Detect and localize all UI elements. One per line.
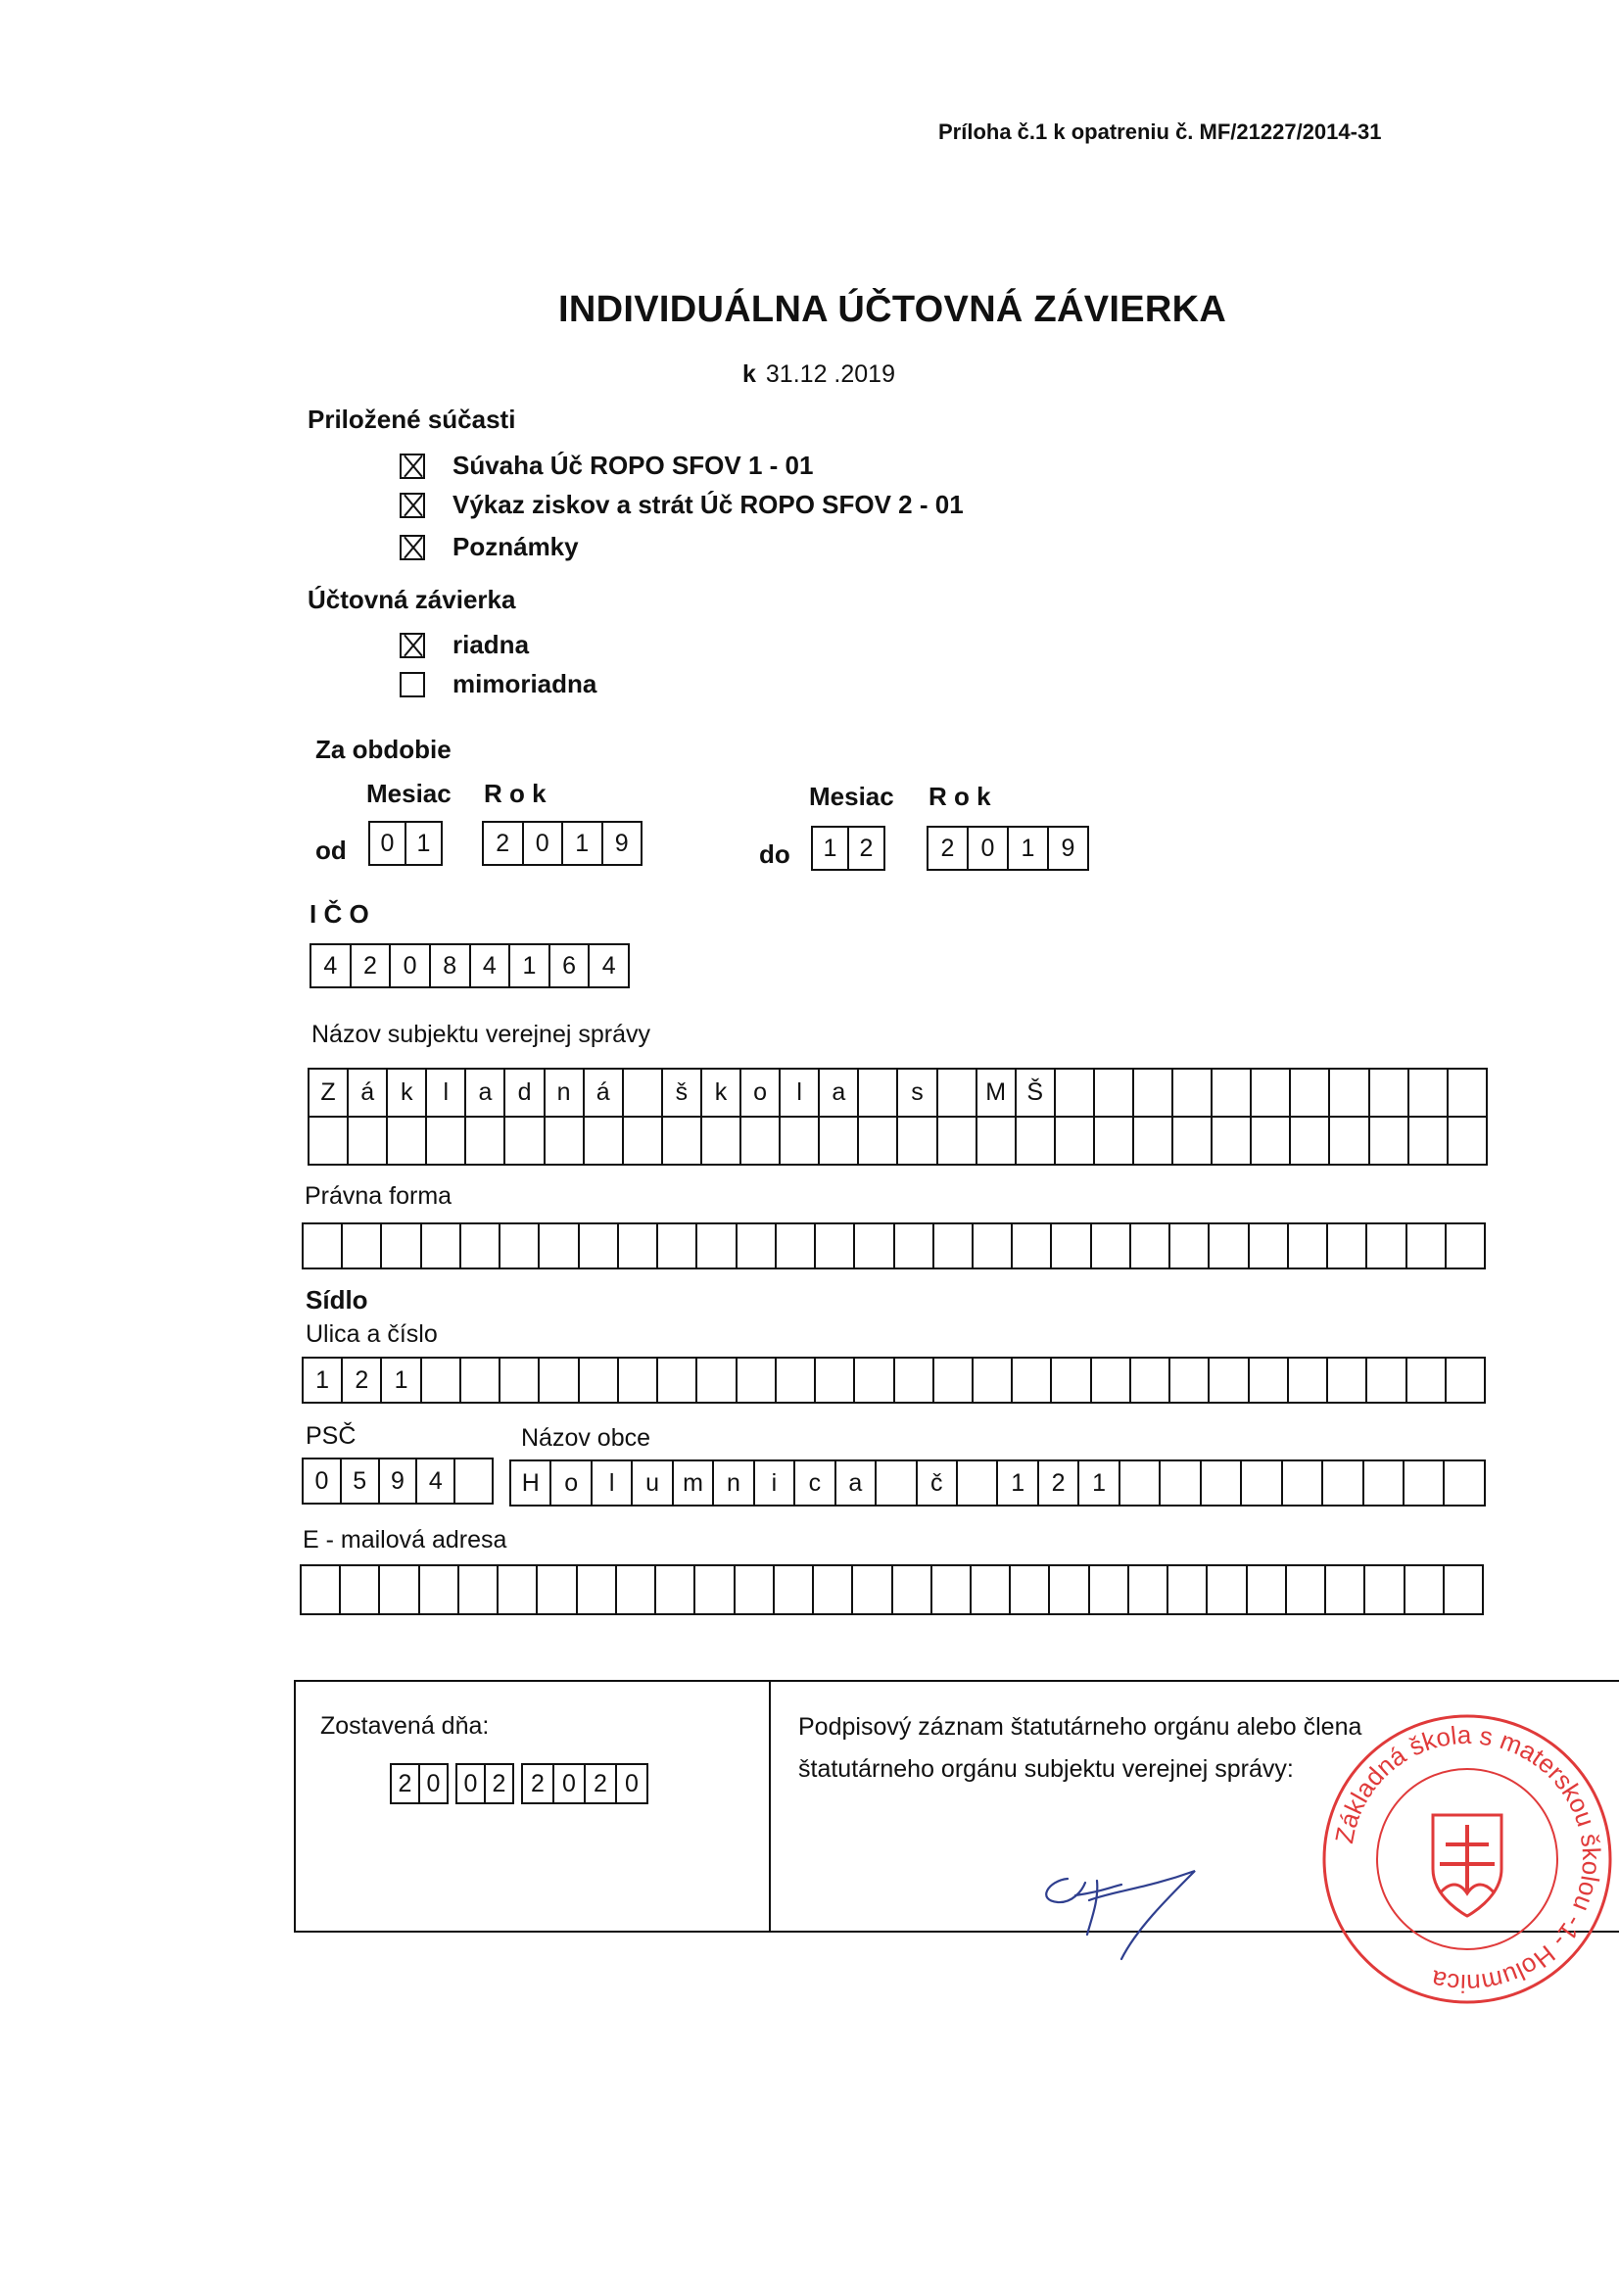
checkbox[interactable] bbox=[400, 454, 425, 479]
char-cell: á bbox=[585, 1070, 624, 1116]
char-cell: o bbox=[551, 1461, 592, 1505]
char-cell: l bbox=[781, 1070, 820, 1116]
char-cell bbox=[958, 1461, 998, 1505]
char-cell bbox=[1095, 1070, 1134, 1116]
char-cell bbox=[1161, 1461, 1201, 1505]
char-cell: 0 bbox=[304, 1459, 342, 1503]
char-cell bbox=[1252, 1118, 1291, 1164]
char-cell bbox=[1283, 1461, 1323, 1505]
closing-heading: Účtovná závierka bbox=[308, 585, 516, 614]
char-cell bbox=[1202, 1461, 1242, 1505]
char-cell bbox=[422, 1224, 461, 1268]
char-cell: 9 bbox=[1061, 834, 1075, 862]
to-month-field[interactable] bbox=[811, 826, 885, 871]
char-cell bbox=[1289, 1224, 1328, 1268]
char-cell: 9 bbox=[380, 1459, 418, 1503]
char-cell bbox=[1213, 1118, 1252, 1164]
char-cell: 1 bbox=[813, 828, 849, 869]
char-cell bbox=[343, 1224, 382, 1268]
char-cell: Z bbox=[310, 1070, 349, 1116]
char-cell bbox=[853, 1566, 892, 1613]
char-cell: c bbox=[795, 1461, 835, 1505]
checkbox[interactable] bbox=[400, 493, 425, 518]
char-cell bbox=[580, 1359, 619, 1402]
char-cell bbox=[972, 1566, 1011, 1613]
char-cell bbox=[1011, 1566, 1050, 1613]
char-cell bbox=[585, 1118, 624, 1164]
legal-form-field[interactable] bbox=[302, 1222, 1486, 1269]
char-cell bbox=[1407, 1359, 1447, 1402]
page-title: INDIVIDUÁLNA ÚČTOVNÁ ZÁVIERKA bbox=[558, 289, 1227, 330]
char-cell bbox=[1445, 1566, 1482, 1613]
char-cell bbox=[1365, 1566, 1405, 1613]
char-cell bbox=[1131, 1359, 1170, 1402]
char-cell bbox=[777, 1224, 816, 1268]
char-cell bbox=[697, 1359, 737, 1402]
char-cell bbox=[505, 1118, 545, 1164]
char-cell bbox=[1405, 1461, 1445, 1505]
char-cell bbox=[781, 1118, 820, 1164]
char-cell: a bbox=[466, 1070, 505, 1116]
char-cell bbox=[624, 1118, 663, 1164]
char-cell bbox=[775, 1566, 814, 1613]
char-cell bbox=[380, 1566, 419, 1613]
date-prefix: k bbox=[742, 360, 756, 388]
char-cell bbox=[741, 1118, 781, 1164]
char-cell bbox=[1017, 1118, 1056, 1164]
char-cell: 1 bbox=[563, 823, 603, 864]
char-cell bbox=[1056, 1118, 1095, 1164]
char-cell: 2 bbox=[392, 1765, 420, 1802]
char-cell: l bbox=[593, 1461, 633, 1505]
char-cell bbox=[304, 1224, 343, 1268]
char-cell bbox=[658, 1359, 697, 1402]
char-cell: 2 bbox=[929, 828, 969, 869]
char-cell: 1 bbox=[304, 1359, 343, 1402]
legal-form-label: Právna forma bbox=[305, 1182, 452, 1210]
char-cell bbox=[540, 1224, 579, 1268]
period-heading: Za obdobie bbox=[315, 735, 452, 764]
char-cell bbox=[859, 1118, 898, 1164]
char-cell bbox=[1328, 1224, 1367, 1268]
char-cell bbox=[1405, 1566, 1445, 1613]
char-cell bbox=[1052, 1359, 1091, 1402]
char-cell bbox=[420, 1566, 459, 1613]
char-cell: k bbox=[388, 1070, 427, 1116]
char-cell bbox=[1131, 1224, 1170, 1268]
char-cell bbox=[461, 1224, 500, 1268]
compiled-label: Zostavená dňa: bbox=[320, 1712, 490, 1740]
char-cell bbox=[459, 1566, 499, 1613]
char-cell bbox=[1213, 1070, 1252, 1116]
char-cell bbox=[1409, 1070, 1449, 1116]
char-cell bbox=[855, 1224, 894, 1268]
char-cell: 5 bbox=[342, 1459, 380, 1503]
char-cell bbox=[302, 1566, 341, 1613]
char-cell bbox=[580, 1224, 619, 1268]
char-cell: u bbox=[633, 1461, 673, 1505]
char-cell bbox=[1250, 1224, 1289, 1268]
char-cell: 9 bbox=[614, 829, 629, 857]
char-cell bbox=[1407, 1224, 1447, 1268]
closing-label: mimoriadna bbox=[452, 669, 597, 698]
entity-name-row bbox=[310, 1070, 1486, 1116]
char-cell bbox=[1370, 1070, 1409, 1116]
char-cell bbox=[895, 1359, 934, 1402]
char-cell bbox=[1447, 1359, 1484, 1402]
town-field[interactable] bbox=[509, 1459, 1486, 1507]
email-label: E - mailová adresa bbox=[303, 1526, 507, 1554]
compiled-month-field[interactable] bbox=[455, 1763, 514, 1804]
components-heading: Priložené súčasti bbox=[308, 405, 516, 434]
char-cell bbox=[1095, 1118, 1134, 1164]
email-field[interactable] bbox=[300, 1564, 1484, 1615]
psc-field[interactable] bbox=[302, 1458, 494, 1505]
char-cell bbox=[820, 1118, 859, 1164]
to-year-field[interactable] bbox=[927, 826, 1089, 871]
char-cell bbox=[1052, 1224, 1091, 1268]
signature-label-line2: štatutárneho orgánu subjektu verejnej správy: bbox=[798, 1755, 1294, 1783]
char-cell bbox=[656, 1566, 695, 1613]
char-cell: H bbox=[511, 1461, 551, 1505]
char-cell: 4 bbox=[601, 951, 616, 980]
char-cell bbox=[1367, 1224, 1406, 1268]
report-date bbox=[742, 360, 895, 389]
char-cell bbox=[422, 1359, 461, 1402]
char-cell bbox=[663, 1118, 702, 1164]
char-cell bbox=[1242, 1461, 1282, 1505]
char-cell bbox=[1170, 1224, 1210, 1268]
component-label: Výkaz ziskov a strát Úč ROPO SFOV 2 - 01 bbox=[452, 490, 964, 519]
char-cell: 1 bbox=[1079, 1461, 1119, 1505]
component-label: Poznámky bbox=[452, 532, 579, 561]
char-cell: d bbox=[505, 1070, 545, 1116]
char-cell bbox=[1056, 1070, 1095, 1116]
char-cell: 4 bbox=[471, 945, 511, 986]
char-cell bbox=[461, 1359, 500, 1402]
char-cell bbox=[619, 1224, 658, 1268]
char-cell bbox=[702, 1118, 741, 1164]
char-cell: k bbox=[702, 1070, 741, 1116]
char-cell bbox=[934, 1224, 974, 1268]
char-cell: n bbox=[714, 1461, 754, 1505]
char-cell bbox=[1370, 1118, 1409, 1164]
component-item[interactable] bbox=[400, 532, 579, 562]
char-cell: 2 bbox=[484, 823, 524, 864]
char-cell bbox=[540, 1359, 579, 1402]
from-month-field[interactable] bbox=[368, 821, 443, 866]
char-cell: 0 bbox=[524, 823, 564, 864]
char-cell bbox=[1134, 1118, 1173, 1164]
char-cell bbox=[619, 1359, 658, 1402]
char-cell bbox=[877, 1461, 917, 1505]
regulation-reference: Príloha č.1 k opatreniu č. MF/21227/2014-31 bbox=[938, 120, 1382, 144]
month-label: Mesiac bbox=[366, 779, 452, 808]
char-cell bbox=[1364, 1461, 1405, 1505]
char-cell bbox=[1050, 1566, 1089, 1613]
year-label: R o k bbox=[929, 782, 991, 811]
char-cell bbox=[1129, 1566, 1168, 1613]
entity-name-row bbox=[310, 1116, 1486, 1164]
char-cell: 0 bbox=[969, 828, 1009, 869]
checkbox[interactable] bbox=[400, 535, 425, 560]
char-cell: 0 bbox=[554, 1765, 586, 1802]
char-cell bbox=[898, 1118, 937, 1164]
char-cell bbox=[1092, 1359, 1131, 1402]
char-cell bbox=[1445, 1461, 1483, 1505]
char-cell bbox=[617, 1566, 656, 1613]
char-cell bbox=[814, 1566, 853, 1613]
char-cell bbox=[1291, 1118, 1330, 1164]
char-cell bbox=[427, 1118, 466, 1164]
seat-heading: Sídlo bbox=[306, 1285, 368, 1315]
char-cell bbox=[1210, 1224, 1249, 1268]
char-cell: s bbox=[898, 1070, 937, 1116]
char-cell bbox=[1252, 1070, 1291, 1116]
char-cell bbox=[466, 1118, 505, 1164]
char-cell: š bbox=[663, 1070, 702, 1116]
char-cell bbox=[738, 1359, 777, 1402]
psc-label: PSČ bbox=[306, 1422, 357, 1450]
char-cell: M bbox=[977, 1070, 1017, 1116]
char-cell bbox=[1250, 1359, 1289, 1402]
char-cell bbox=[893, 1566, 932, 1613]
char-cell bbox=[1289, 1359, 1328, 1402]
char-cell bbox=[500, 1359, 540, 1402]
signature-label-line1: Podpisový záznam štatutárneho orgánu alebo člena bbox=[798, 1713, 1362, 1741]
char-cell: 0 bbox=[370, 823, 406, 864]
char-cell: l bbox=[427, 1070, 466, 1116]
char-cell bbox=[974, 1359, 1013, 1402]
char-cell: 2 bbox=[859, 834, 874, 862]
char-cell bbox=[1173, 1070, 1213, 1116]
char-cell: 0 bbox=[391, 945, 431, 986]
char-cell bbox=[1291, 1070, 1330, 1116]
char-cell bbox=[578, 1566, 617, 1613]
compiled-day-field[interactable] bbox=[390, 1763, 449, 1804]
char-cell: 2 bbox=[492, 1769, 506, 1797]
char-cell: i bbox=[755, 1461, 795, 1505]
char-cell bbox=[1090, 1566, 1129, 1613]
year-label: R o k bbox=[484, 779, 547, 808]
closing-label: riadna bbox=[452, 630, 530, 659]
char-cell bbox=[310, 1118, 349, 1164]
component-item[interactable] bbox=[400, 490, 964, 520]
char-cell: 0 bbox=[426, 1769, 441, 1797]
char-cell bbox=[895, 1224, 934, 1268]
char-cell bbox=[1092, 1224, 1131, 1268]
char-cell bbox=[1134, 1070, 1173, 1116]
handwritten-signature bbox=[1028, 1842, 1224, 1979]
char-cell bbox=[1449, 1070, 1486, 1116]
closing-item[interactable] bbox=[400, 669, 596, 699]
char-cell bbox=[1326, 1566, 1365, 1613]
date-value: 31.12 .2019 bbox=[765, 360, 895, 388]
char-cell bbox=[1328, 1359, 1367, 1402]
char-cell: 6 bbox=[550, 945, 591, 986]
from-label: od bbox=[315, 836, 347, 865]
char-cell: a bbox=[836, 1461, 877, 1505]
char-cell bbox=[546, 1118, 585, 1164]
char-cell bbox=[1173, 1118, 1213, 1164]
char-cell bbox=[855, 1359, 894, 1402]
char-cell: 2 bbox=[352, 945, 392, 986]
char-cell bbox=[697, 1224, 737, 1268]
char-cell bbox=[388, 1118, 427, 1164]
char-cell: 4 bbox=[417, 1459, 455, 1503]
char-cell bbox=[938, 1118, 977, 1164]
char-cell bbox=[1409, 1118, 1449, 1164]
checkbox[interactable] bbox=[400, 672, 425, 697]
char-cell: a bbox=[820, 1070, 859, 1116]
closing-item[interactable] bbox=[400, 630, 529, 660]
char-cell bbox=[1013, 1359, 1052, 1402]
month-label: Mesiac bbox=[809, 782, 894, 811]
char-cell bbox=[816, 1359, 855, 1402]
char-cell: 1 bbox=[998, 1461, 1038, 1505]
char-cell bbox=[736, 1566, 775, 1613]
official-stamp bbox=[1320, 1712, 1614, 2006]
char-cell bbox=[1210, 1359, 1249, 1402]
entity-name-label: Názov subjektu verejnej správy bbox=[311, 1021, 650, 1048]
char-cell bbox=[658, 1224, 697, 1268]
town-label: Názov obce bbox=[521, 1424, 651, 1452]
char-cell bbox=[1248, 1566, 1287, 1613]
section-divider bbox=[769, 1680, 771, 1933]
ico-label: I Č O bbox=[310, 899, 369, 929]
char-cell: 1 bbox=[382, 1359, 421, 1402]
char-cell: 1 bbox=[1009, 828, 1049, 869]
char-cell bbox=[349, 1118, 388, 1164]
char-cell: 8 bbox=[431, 945, 471, 986]
char-cell bbox=[974, 1224, 1013, 1268]
char-cell bbox=[1447, 1224, 1484, 1268]
char-cell bbox=[1013, 1224, 1052, 1268]
checkbox[interactable] bbox=[400, 633, 425, 658]
to-label: do bbox=[759, 839, 790, 869]
char-cell: m bbox=[674, 1461, 714, 1505]
char-cell: 1 bbox=[510, 945, 550, 986]
char-cell bbox=[341, 1566, 380, 1613]
char-cell bbox=[938, 1070, 977, 1116]
char-cell bbox=[859, 1070, 898, 1116]
char-cell bbox=[738, 1224, 777, 1268]
char-cell: 2 bbox=[523, 1765, 554, 1802]
char-cell: 4 bbox=[311, 945, 352, 986]
char-cell: 2 bbox=[1039, 1461, 1079, 1505]
char-cell bbox=[1208, 1566, 1247, 1613]
char-cell: č bbox=[918, 1461, 958, 1505]
char-cell: 0 bbox=[457, 1765, 486, 1802]
char-cell bbox=[1449, 1118, 1486, 1164]
ico-field[interactable] bbox=[310, 943, 630, 988]
char-cell bbox=[1170, 1359, 1210, 1402]
char-cell bbox=[934, 1359, 974, 1402]
char-cell: á bbox=[349, 1070, 388, 1116]
char-cell: 1 bbox=[416, 829, 431, 857]
compiled-year-field[interactable] bbox=[521, 1763, 648, 1804]
char-cell bbox=[977, 1118, 1017, 1164]
char-cell bbox=[538, 1566, 577, 1613]
char-cell bbox=[624, 1070, 663, 1116]
char-cell bbox=[382, 1224, 421, 1268]
char-cell bbox=[1330, 1070, 1369, 1116]
component-label: Súvaha Úč ROPO SFOV 1 - 01 bbox=[452, 451, 814, 480]
char-cell: n bbox=[546, 1070, 585, 1116]
street-field[interactable] bbox=[302, 1357, 1486, 1404]
char-cell bbox=[455, 1459, 492, 1503]
component-item[interactable] bbox=[400, 451, 813, 481]
char-cell bbox=[816, 1224, 855, 1268]
stamp-text: Základná škola s materskou školou -1- Holumnica bbox=[1329, 1719, 1607, 1999]
char-cell: 0 bbox=[625, 1769, 639, 1797]
char-cell bbox=[499, 1566, 538, 1613]
char-cell bbox=[1120, 1461, 1161, 1505]
char-cell: 2 bbox=[343, 1359, 382, 1402]
char-cell bbox=[695, 1566, 735, 1613]
char-cell bbox=[932, 1566, 972, 1613]
char-cell bbox=[1323, 1461, 1363, 1505]
entity-name-field[interactable] bbox=[308, 1068, 1488, 1166]
char-cell bbox=[500, 1224, 540, 1268]
char-cell bbox=[1367, 1359, 1406, 1402]
char-cell bbox=[1287, 1566, 1326, 1613]
char-cell bbox=[1330, 1118, 1369, 1164]
street-label: Ulica a číslo bbox=[306, 1320, 438, 1348]
char-cell: 2 bbox=[586, 1765, 617, 1802]
char-cell: o bbox=[741, 1070, 781, 1116]
char-cell: Š bbox=[1017, 1070, 1056, 1116]
from-year-field[interactable] bbox=[482, 821, 643, 866]
char-cell bbox=[1168, 1566, 1208, 1613]
char-cell bbox=[777, 1359, 816, 1402]
